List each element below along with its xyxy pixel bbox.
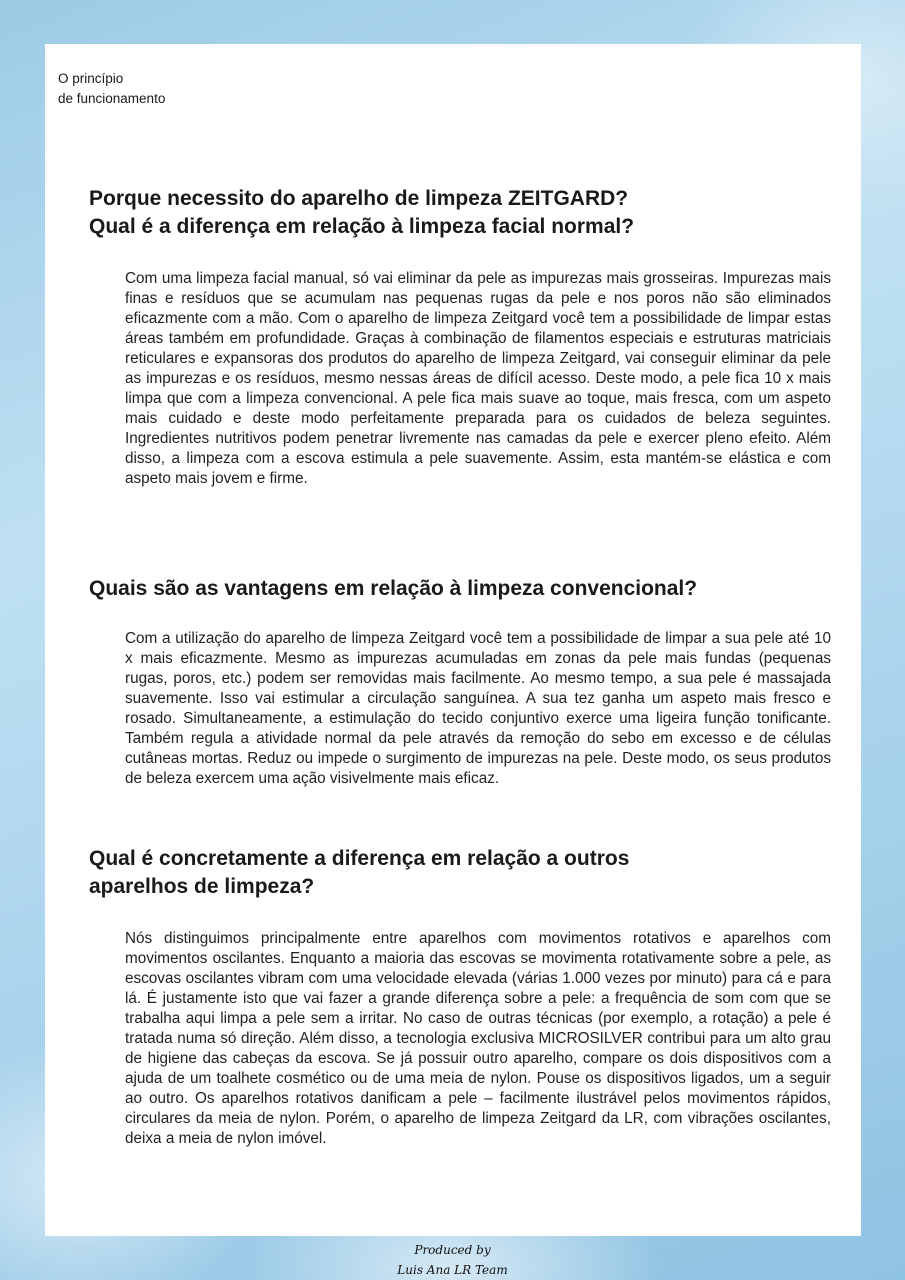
section-label xyxy=(58,69,165,109)
paragraph-difference-other-devices: Nós distinguimos principalmente entre aparelhos com movimentos rotativos e aparelhos com movimentos oscilantes. Enquanto a maioria das escovas se movimenta rotativamente sobre a pele, as escovas oscilantes vibram com uma velocidade elevada (várias 1.000 vezes por minuto) para cá e para lá. É justamente isto que vai fazer a grande diferença sobre a pele: a frequência de som com que se trabalha aqui limpa a pele sem a irritar. No caso de outras técnicas (por exemplo, a rotação) a pele é tratada numa só direção. Além disso, a tecnologia exclusiva MICROSILVER contribui para um alto grau de higiene das cabeças da escova. Se já possuir outro aparelho, compare os dois dispositivos com a ajuda de um toalhete cosmético ou de uma meia de nylon. Pouse os dispositivos ligados, um a seguir ao outro. Os aparelhos rotativos danificam a pele – facilmente ilustrável pelos movimentos rápidos, circulares da meia de nylon. Porém, o aparelho de limpeza Zeitgard da LR, com vibrações oscilantes, deixa a meia de nylon imóvel. xyxy=(125,930,831,1147)
heading-line: Porque necessito do aparelho de limpeza ZEITGARD? xyxy=(89,187,629,210)
heading-line: Quais são as vantagens em relação à limpeza convencional? xyxy=(89,577,698,600)
heading-line: Qual é concretamente a diferença em relação a outros xyxy=(89,847,630,870)
paragraph-advantages: Com a utilização do aparelho de limpeza Zeitgard você tem a possibilidade de limpar a sua pele até 10 x mais eficazmente. Mesmo as impurezas acumuladas em zonas da pele mais fundas (pequenas rugas, poros, etc.) podem ser removidas mais facilmente. Ao mesmo tempo, a sua pele é massajada suavemente. Isso vai estimular a circulação sanguínea. A sua tez ganha um aspeto mais fresco e rosado. Simultaneamente, a estimulação do tecido conjuntivo exerce uma ligeira função tonificante. Também regula a atividade normal da pele através da remoção do sebo em excesso e de células cutâneas mortas. Reduz ou impede o surgimento de impurezas na pele. Deste modo, os seus produtos de beleza exercem uma ação visivelmente mais eficaz. xyxy=(125,630,831,787)
heading-line: Qual é a diferença em relação à limpeza facial normal? xyxy=(89,215,635,238)
credit-line-2: Luis Ana LR Team xyxy=(397,1263,508,1277)
heading-difference-other-devices xyxy=(89,845,819,901)
paragraph-zeitgard-need: Com uma limpeza facial manual, só vai eliminar da pele as impurezas mais grosseiras. Impurezas mais finas e resíduos que se acumulam nas pequenas rugas da pele e nos poros não são eliminados eficazmente com a mão. Com o aparelho de limpeza Zeitgard você tem a possibilidade de limpar estas áreas também em profundidade. Graças à combinação de filamentos especiais e estruturas matriciais reticulares e expansoras dos produtos do aparelho de limpeza Zeitgard, vai conseguir eliminar da pele as impurezas e os resíduos, mesmo nessas áreas de difícil acesso. Deste modo, a pele fica 10 x mais limpa que com a limpeza convencional. A pele fica mais suave ao toque, mais fresca, com um aspeto mais cuidado e deste modo perfeitamente preparada para os cuidados de beleza seguintes. Ingredientes nutritivos podem penetrar livremente nas camadas da pele e exercer pleno efeito. Além disso, a limpeza com a escova estimula a pele suavemente. Assim, esta mantém-se elástica e com aspeto mais jovem e firme. xyxy=(125,270,831,487)
heading-zeitgard-need xyxy=(89,185,819,241)
heading-line: aparelhos de limpeza? xyxy=(89,875,315,898)
document-page xyxy=(45,44,861,1236)
credit-line-1: Produced by xyxy=(414,1243,491,1257)
section-label-line-1: O princípio xyxy=(58,71,124,86)
heading-advantages xyxy=(89,575,819,603)
section-label-line-2: de funcionamento xyxy=(58,91,166,106)
producer-credit xyxy=(0,1240,905,1280)
